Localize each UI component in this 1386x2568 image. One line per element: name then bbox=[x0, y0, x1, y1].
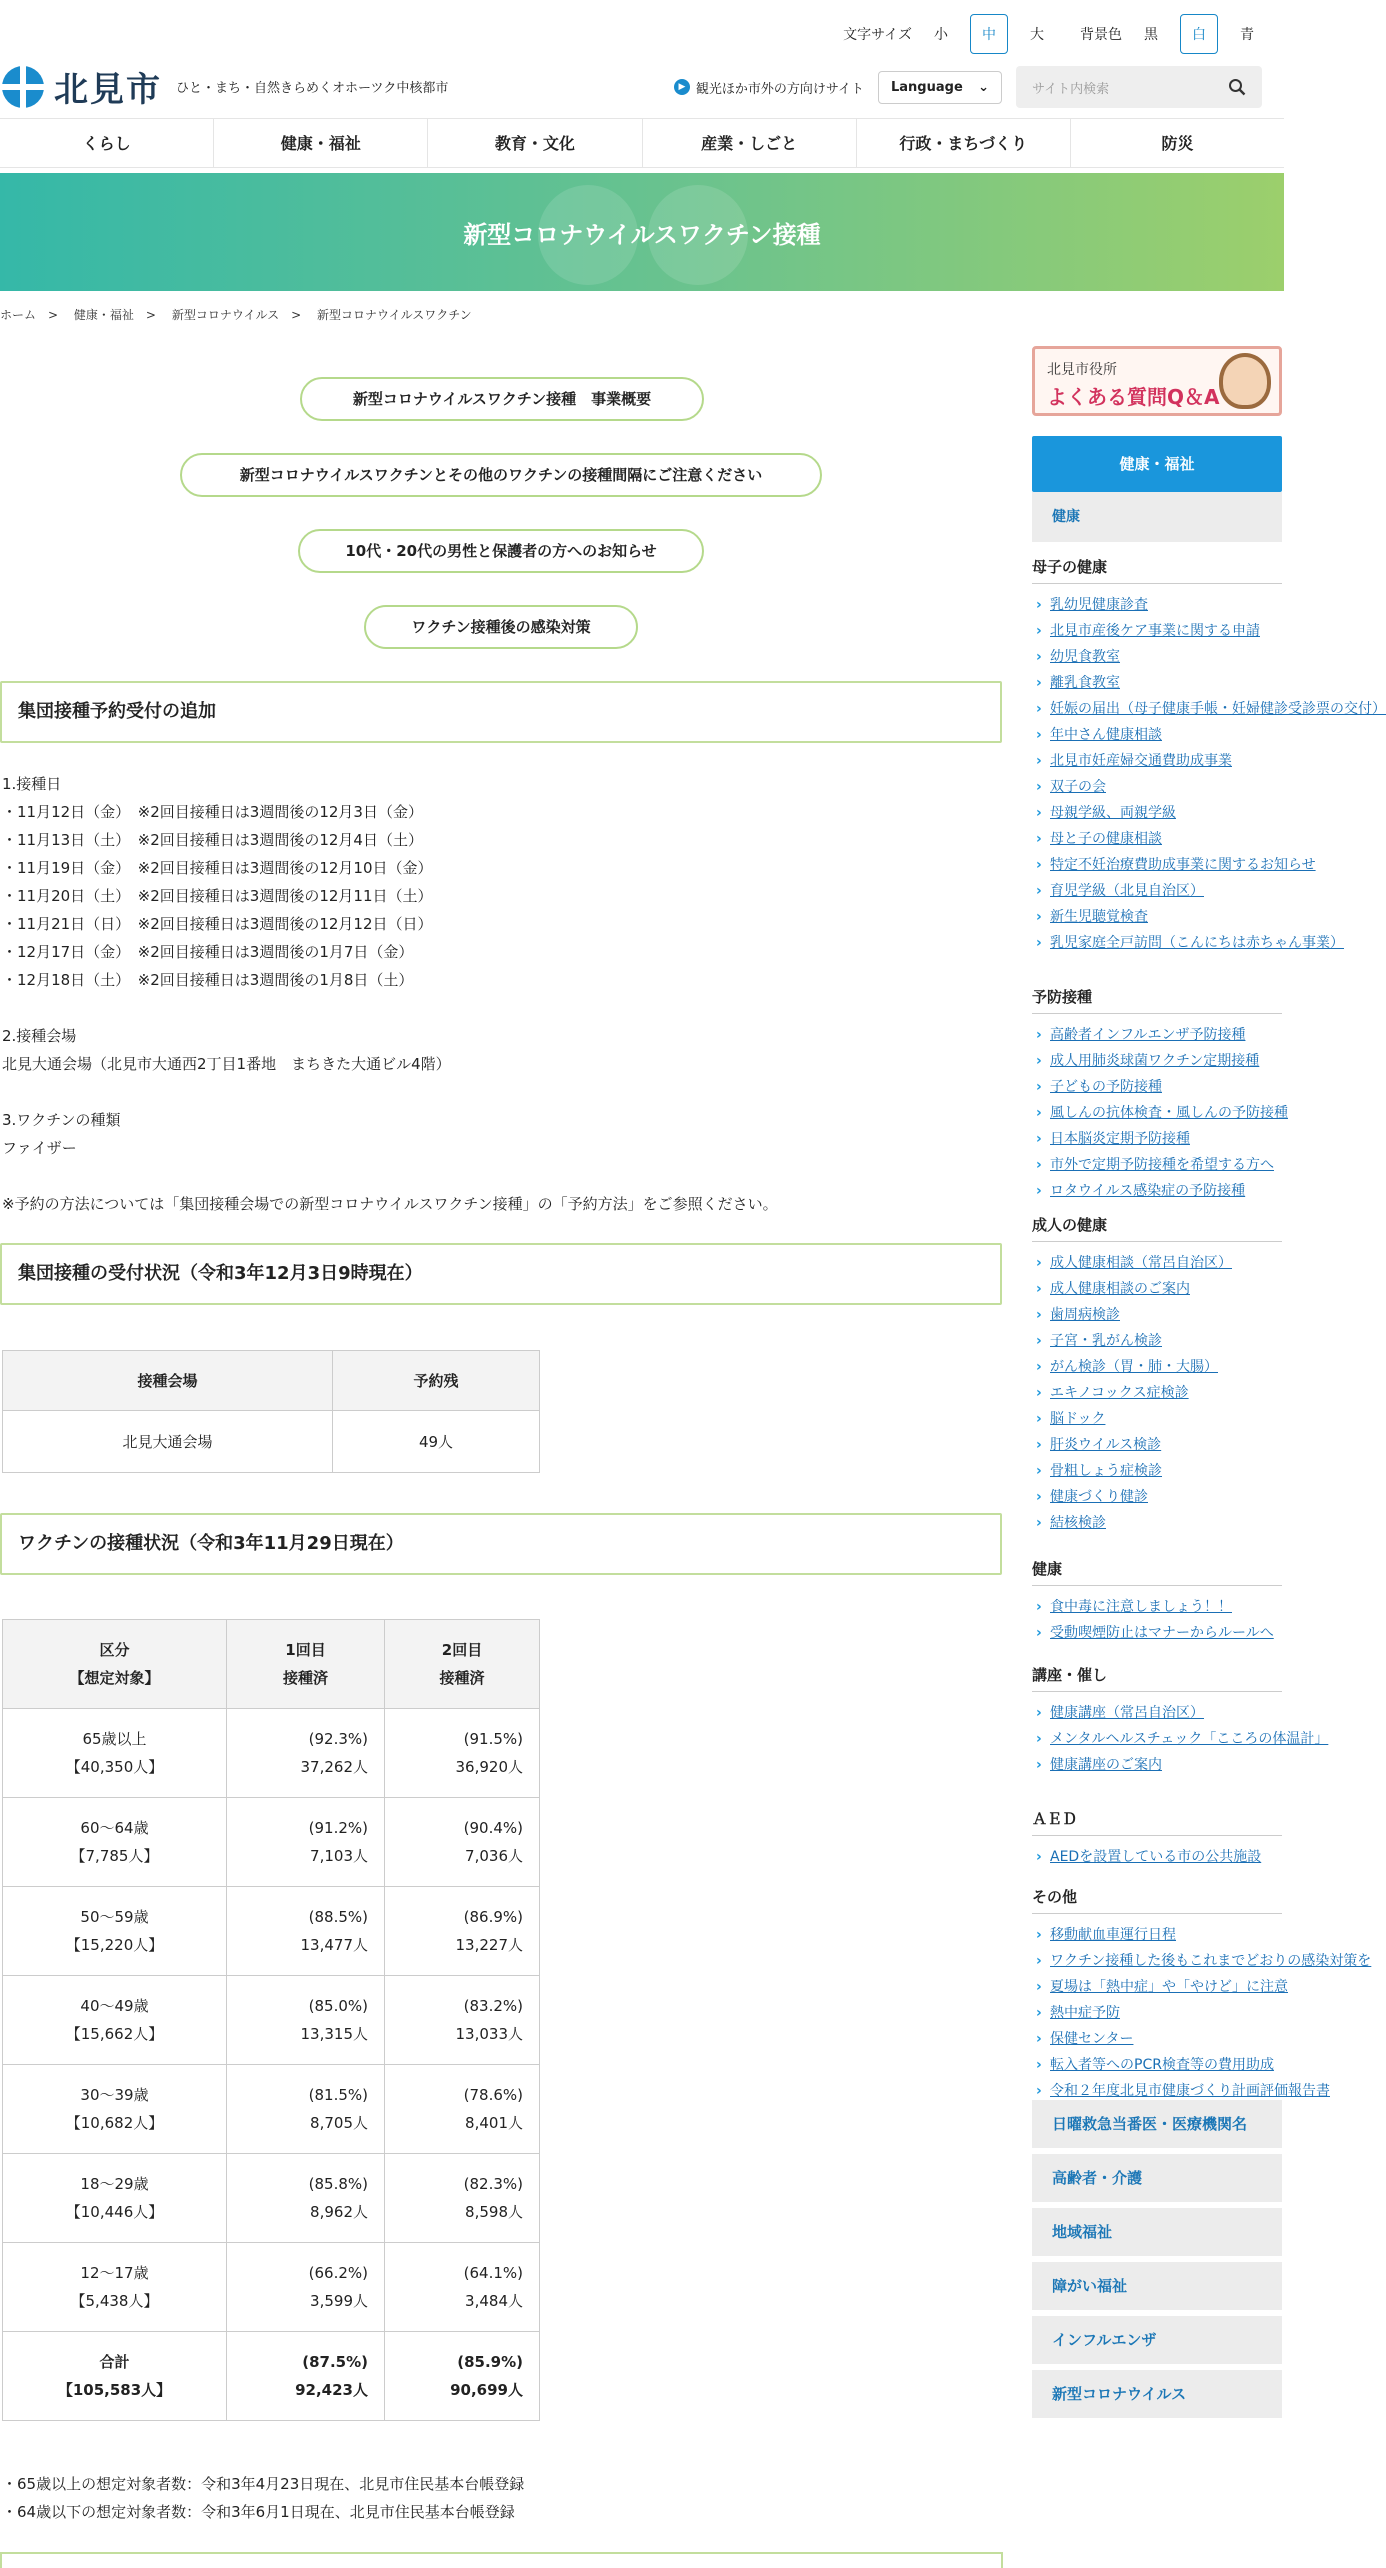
global-nav bbox=[0, 118, 1284, 168]
link-button-infection-control[interactable]: ワクチン接種後の感染対策 bbox=[364, 605, 638, 649]
sidebar-group-title: 講座・催し bbox=[1032, 1664, 1282, 1692]
target-count: 【40,350人】 bbox=[65, 1758, 164, 1776]
first-dose-pct: (88.5%) bbox=[308, 1908, 368, 1926]
sidebar-group-title: その他 bbox=[1032, 1886, 1282, 1914]
sidebar-link[interactable]: › 健康づくり健診 bbox=[1032, 1484, 1282, 1510]
display-settings bbox=[843, 14, 1266, 54]
site-tagline: ひと・まち・自然きらめくオホーツク中核都市 bbox=[176, 81, 449, 96]
breadcrumb-home[interactable]: ホーム bbox=[0, 308, 37, 322]
bg-white-button[interactable]: 白 bbox=[1180, 14, 1218, 54]
second-dose-pct: (91.5%) bbox=[463, 1730, 523, 1748]
table-header-row bbox=[3, 1351, 540, 1411]
total-category bbox=[3, 2332, 227, 2421]
sidebar-link[interactable]: › 子宮・乳がん検診 bbox=[1032, 1328, 1282, 1354]
col-first-label: 1回目 bbox=[285, 1641, 326, 1659]
tourism-link[interactable] bbox=[674, 78, 864, 97]
sidebar-link[interactable]: › 健康講座のご案内 bbox=[1032, 1752, 1282, 1778]
section-heading-status: 集団接種の受付状況（令和3年12月3日9時現在） bbox=[0, 1243, 1002, 1305]
second-dose-count: 13,227人 bbox=[455, 1936, 523, 1954]
vaccination-table bbox=[2, 1619, 540, 2421]
sidebar-subcategory-health[interactable]: 健康 bbox=[1032, 492, 1282, 542]
faq-banner-small: 北見市役所 bbox=[1047, 362, 1117, 378]
sidebar-link[interactable]: › 令和２年度北見市健康づくり計画評価報告書 bbox=[1032, 2078, 1282, 2104]
category-cell bbox=[3, 2154, 227, 2243]
venue-cell: 北見大通会場 bbox=[3, 1411, 333, 1473]
second-dose-pct: (90.4%) bbox=[463, 1819, 523, 1837]
date-line: ・12月17日（金） ※2回目接種日は3週間後の1月7日（金） bbox=[2, 943, 414, 961]
table-row bbox=[3, 1411, 540, 1473]
col-first-dose bbox=[227, 1620, 385, 1709]
sidebar-link[interactable]: › 育児学級（北見自治区） bbox=[1032, 878, 1282, 904]
sidebar-group-title: ＡＥＤ bbox=[1032, 1808, 1282, 1836]
second-dose-cell bbox=[385, 2154, 540, 2243]
first-dose-pct: (85.8%) bbox=[308, 2175, 368, 2193]
first-dose-cell bbox=[227, 1976, 385, 2065]
sidebar-category-health-welfare[interactable]: 健康・福祉 bbox=[1032, 436, 1282, 492]
sidebar-link[interactable]: › 北見市産後ケア事業に関する申請 bbox=[1032, 618, 1282, 644]
sidebar-link[interactable]: › 日本脳炎定期予防接種 bbox=[1032, 1126, 1282, 1152]
total-second-pct: (85.9%) bbox=[457, 2353, 523, 2371]
second-dose-pct: (64.1%) bbox=[463, 2264, 523, 2282]
nav-item-education-culture[interactable]: 教育・文化 bbox=[428, 119, 642, 167]
sidebar-link[interactable]: › 移動献血車運行日程 bbox=[1032, 1922, 1282, 1948]
sidebar-link[interactable]: › 成人健康相談（常呂自治区） bbox=[1032, 1250, 1282, 1276]
second-dose-count: 3,484人 bbox=[465, 2292, 523, 2310]
col-second-sub: 接種済 bbox=[439, 1669, 485, 1687]
first-dose-cell bbox=[227, 1887, 385, 1976]
second-dose-count: 8,598人 bbox=[465, 2203, 523, 2221]
age-group: 30～39歳 bbox=[80, 2086, 149, 2104]
first-dose-count: 8,962人 bbox=[310, 2203, 368, 2221]
age-group: 50～59歳 bbox=[80, 1908, 149, 1926]
sidebar-link[interactable]: › 転入者等へのPCR検査等の費用助成 bbox=[1032, 2052, 1282, 2078]
second-dose-cell bbox=[385, 2243, 540, 2332]
sidebar-link[interactable]: › 風しんの抗体検査・風しんの予防接種 bbox=[1032, 1100, 1282, 1126]
sidebar-link[interactable]: › 夏場は「熱中症」や「やけど」に注意 bbox=[1032, 1974, 1282, 2000]
sidebar-nav-button[interactable]: 日曜救急当番医・医療機関名 bbox=[1032, 2100, 1282, 2148]
sidebar-link[interactable]: › AEDを設置している市の公共施設 bbox=[1032, 1844, 1282, 1870]
footnote: ・65歳以上の想定対象者数：令和3年4月23日現在、北見市住民基本台帳登録 bbox=[2, 2475, 525, 2493]
breadcrumb-health[interactable]: 健康・福祉 bbox=[73, 308, 134, 322]
date-line: ・11月12日（金） ※2回目接種日は3週間後の12月3日（金） bbox=[2, 803, 423, 821]
language-label: Language bbox=[891, 79, 963, 95]
sidebar-link[interactable]: › 脳ドック bbox=[1032, 1406, 1282, 1432]
age-group: 40～49歳 bbox=[80, 1997, 149, 2015]
nav-item-health-welfare[interactable]: 健康・福祉 bbox=[214, 119, 428, 167]
sidebar-nav-button[interactable]: 地域福祉 bbox=[1032, 2208, 1282, 2256]
total-target: 【105,583人】 bbox=[57, 2381, 172, 2399]
bg-blue-button[interactable]: 青 bbox=[1240, 27, 1254, 43]
breadcrumb-separator: > bbox=[48, 308, 59, 322]
nav-item-industry-work[interactable]: 産業・しごと bbox=[643, 119, 857, 167]
total-label: 合計 bbox=[99, 2353, 130, 2371]
category-cell bbox=[3, 2065, 227, 2154]
target-count: 【5,438人】 bbox=[70, 2292, 159, 2310]
col-remaining: 予約残 bbox=[333, 1351, 540, 1411]
tourism-link-label: 観光ほか市外の方向けサイト bbox=[695, 81, 864, 97]
site-logo[interactable] bbox=[2, 62, 448, 111]
city-emblem-icon bbox=[2, 66, 44, 108]
vaccine-title: 3.ワクチンの種類 bbox=[2, 1111, 121, 1129]
vaccine-text: ファイザー bbox=[2, 1139, 77, 1157]
sidebar-group-title: 健康 bbox=[1032, 1558, 1282, 1586]
breadcrumb-corona[interactable]: 新型コロナウイルス bbox=[171, 308, 280, 322]
sidebar-link[interactable]: › ワクチン接種した後もこれまでどおりの感染対策を bbox=[1032, 1948, 1282, 1974]
sidebar-link[interactable]: › 成人用肺炎球菌ワクチン定期接種 bbox=[1032, 1048, 1282, 1074]
header-tools bbox=[674, 66, 1262, 108]
language-select[interactable] bbox=[878, 71, 1002, 104]
total-second-count: 90,699人 bbox=[450, 2381, 523, 2399]
age-group: 65歳以上 bbox=[82, 1730, 147, 1748]
sidebar-link[interactable]: › 子どもの予防接種 bbox=[1032, 1074, 1282, 1100]
venue-title: 2.接種会場 bbox=[2, 1027, 77, 1045]
search-input[interactable] bbox=[1016, 66, 1262, 108]
bg-color-label: 背景色 bbox=[1080, 27, 1122, 43]
footnote: ・64歳以下の想定対象者数：令和3年6月1日現在、北見市住民基本台帳登録 bbox=[2, 2503, 515, 2521]
second-dose-cell bbox=[385, 2065, 540, 2154]
header-top bbox=[0, 0, 1284, 70]
col-category-label: 区分 bbox=[99, 1641, 130, 1659]
col-category bbox=[3, 1620, 227, 1709]
next-section-box bbox=[0, 2552, 1003, 2568]
sidebar-link[interactable]: › 高齢者インフルエンザ予防接種 bbox=[1032, 1022, 1282, 1048]
venue-text: 北見大通会場（北見市大通西2丁目1番地 まちきた大通ビル4階） bbox=[2, 1055, 451, 1073]
second-dose-pct: (78.6%) bbox=[463, 2086, 523, 2104]
table-row bbox=[3, 2154, 540, 2243]
table-row bbox=[3, 1976, 540, 2065]
staff-illustration-icon bbox=[1219, 353, 1271, 409]
sidebar-link[interactable]: › エキノコックス症検診 bbox=[1032, 1380, 1282, 1406]
font-size-label: 文字サイズ bbox=[843, 27, 912, 43]
date-line: ・11月13日（土） ※2回目接種日は3週間後の12月4日（土） bbox=[2, 831, 423, 849]
table-header-row bbox=[3, 1620, 540, 1709]
total-first-pct: (87.5%) bbox=[302, 2353, 368, 2371]
sidebar-link[interactable]: › 北見市妊産婦交通費助成事業 bbox=[1032, 748, 1282, 774]
second-dose-pct: (83.2%) bbox=[463, 1997, 523, 2015]
nav-item-administration[interactable]: 行政・まちづくり bbox=[857, 119, 1071, 167]
target-count: 【7,785人】 bbox=[70, 1847, 159, 1865]
breadcrumb-separator: > bbox=[145, 308, 156, 322]
target-count: 【15,220人】 bbox=[65, 1936, 164, 1954]
sidebar-link[interactable]: › 乳幼児健康診査 bbox=[1032, 592, 1282, 618]
date-line: ・11月21日（日） ※2回目接種日は3週間後の12月12日（日） bbox=[2, 915, 433, 933]
sidebar-nav-button[interactable]: インフルエンザ bbox=[1032, 2316, 1282, 2364]
sidebar-group bbox=[1032, 1664, 1329, 1778]
sidebar-link[interactable]: › 肝炎ウイルス検診 bbox=[1032, 1432, 1282, 1458]
first-dose-count: 3,599人 bbox=[310, 2292, 368, 2310]
second-dose-cell bbox=[385, 1887, 540, 1976]
table-row bbox=[3, 2065, 540, 2154]
footnotes bbox=[2, 2470, 524, 2526]
link-button-overview[interactable]: 新型コロナウイルスワクチン接種 事業概要 bbox=[300, 377, 704, 421]
table-row bbox=[3, 1887, 540, 1976]
status-table bbox=[2, 1350, 540, 1473]
col-venue: 接種会場 bbox=[3, 1351, 333, 1411]
search-placeholder: サイト内検索 bbox=[1032, 81, 1110, 97]
sidebar-group bbox=[1032, 986, 1288, 1204]
remaining-cell: 49人 bbox=[333, 1411, 540, 1473]
table-row bbox=[3, 1709, 540, 1798]
sidebar-group bbox=[1032, 1808, 1282, 1870]
first-dose-cell bbox=[227, 2243, 385, 2332]
first-dose-cell bbox=[227, 1798, 385, 1887]
category-cell bbox=[3, 1887, 227, 1976]
bg-black-button[interactable]: 黒 bbox=[1144, 27, 1158, 43]
col-second-dose bbox=[385, 1620, 540, 1709]
second-dose-cell bbox=[385, 1709, 540, 1798]
sidebar-nav-button[interactable]: 障がい福祉 bbox=[1032, 2262, 1282, 2310]
breadcrumb bbox=[0, 306, 472, 323]
total-first bbox=[227, 2332, 385, 2421]
col-target-label: 【想定対象】 bbox=[69, 1669, 160, 1687]
sidebar-link[interactable]: › がん検診（胃・肺・大腸） bbox=[1032, 1354, 1282, 1380]
second-dose-pct: (82.3%) bbox=[463, 2175, 523, 2193]
sidebar-nav-button[interactable]: 新型コロナウイルス bbox=[1032, 2370, 1282, 2418]
first-dose-cell bbox=[227, 1709, 385, 1798]
table-row bbox=[3, 2243, 540, 2332]
sidebar-group bbox=[1032, 1558, 1282, 1646]
table-row bbox=[3, 1798, 540, 1887]
sidebar-link[interactable]: › 母親学級、両親学級 bbox=[1032, 800, 1282, 826]
sidebar-link[interactable]: › 母と子の健康相談 bbox=[1032, 826, 1282, 852]
target-count: 【10,446人】 bbox=[65, 2203, 164, 2221]
sidebar-link[interactable]: › 受動喫煙防止はマナーからルールへ bbox=[1032, 1620, 1282, 1646]
first-dose-pct: (81.5%) bbox=[308, 2086, 368, 2104]
section-heading-vaccination-status: ワクチンの接種状況（令和3年11月29日現在） bbox=[0, 1513, 1002, 1575]
age-group: 12～17歳 bbox=[80, 2264, 149, 2282]
col-first-sub: 接種済 bbox=[282, 1669, 328, 1687]
category-cell bbox=[3, 1976, 227, 2065]
total-first-count: 92,423人 bbox=[295, 2381, 368, 2399]
sidebar-link[interactable]: › 市外で定期予防接種を希望する方へ bbox=[1032, 1152, 1282, 1178]
category-cell bbox=[3, 1709, 227, 1798]
sidebar-link[interactable]: › 食中毒に注意しましょう！！ bbox=[1032, 1594, 1282, 1620]
nav-item-disaster[interactable]: 防災 bbox=[1161, 134, 1194, 153]
faq-banner[interactable] bbox=[1032, 346, 1282, 416]
breadcrumb-separator: > bbox=[291, 308, 302, 322]
sidebar-group-title: 母子の健康 bbox=[1032, 556, 1282, 584]
second-dose-count: 36,920人 bbox=[455, 1758, 523, 1776]
first-dose-count: 7,103人 bbox=[310, 1847, 368, 1865]
first-dose-pct: (91.2%) bbox=[308, 1819, 368, 1837]
second-dose-cell bbox=[385, 1798, 540, 1887]
first-dose-pct: (92.3%) bbox=[308, 1730, 368, 1748]
sidebar-group bbox=[1032, 1214, 1282, 1536]
sidebar-link[interactable]: › 健康講座（常呂自治区） bbox=[1032, 1700, 1282, 1726]
sidebar-link[interactable]: › 離乳食教室 bbox=[1032, 670, 1282, 696]
first-dose-count: 13,315人 bbox=[300, 2025, 368, 2043]
sidebar-link[interactable]: › 特定不妊治療費助成事業に関するお知らせ bbox=[1032, 852, 1282, 878]
table-total-row bbox=[3, 2332, 540, 2421]
dates-title: 1.接種日 bbox=[2, 775, 62, 793]
sidebar-link[interactable]: › 歯周病検診 bbox=[1032, 1302, 1282, 1328]
total-second bbox=[385, 2332, 540, 2421]
sidebar-link[interactable]: › 骨粗しょう症検診 bbox=[1032, 1458, 1282, 1484]
reservation-info bbox=[2, 770, 778, 1218]
sidebar-group-title: 予防接種 bbox=[1032, 986, 1282, 1014]
first-dose-pct: (85.0%) bbox=[308, 1997, 368, 2015]
sidebar-link[interactable]: › 熱中症予防 bbox=[1032, 2000, 1282, 2026]
date-line: ・11月19日（金） ※2回目接種日は3週間後の12月10日（金） bbox=[2, 859, 433, 877]
category-cell bbox=[3, 1798, 227, 1887]
nav-item-kurashi[interactable]: くらし bbox=[0, 119, 214, 167]
age-group: 18～29歳 bbox=[80, 2175, 149, 2193]
second-dose-cell bbox=[385, 1976, 540, 2065]
sidebar-link[interactable]: › 結核検診 bbox=[1032, 1510, 1282, 1536]
page-title: 新型コロナウイルスワクチン接種 bbox=[463, 220, 821, 249]
sidebar-group bbox=[1032, 556, 1386, 956]
first-dose-cell bbox=[227, 2065, 385, 2154]
faq-banner-title: よくある質問Q＆A bbox=[1047, 385, 1220, 409]
search-icon[interactable] bbox=[1228, 78, 1246, 96]
target-count: 【15,662人】 bbox=[65, 2025, 164, 2043]
arrow-right-icon: ▶ bbox=[674, 79, 690, 95]
link-button-interval[interactable]: 新型コロナウイルスワクチンとその他のワクチンの接種間隔にご注意ください bbox=[180, 453, 822, 497]
sidebar-link[interactable]: › 成人健康相談のご案内 bbox=[1032, 1276, 1282, 1302]
age-group: 60～64歳 bbox=[80, 1819, 149, 1837]
sidebar-link[interactable]: › 保健センター bbox=[1032, 2026, 1282, 2052]
second-dose-count: 8,401人 bbox=[465, 2114, 523, 2132]
sidebar-link[interactable]: › ロタウイルス感染症の予防接種 bbox=[1032, 1178, 1282, 1204]
sidebar-link[interactable]: › 妊娠の届出（母子健康手帳・妊婦健診受診票の交付） bbox=[1032, 696, 1282, 722]
col-second-label: 2回目 bbox=[441, 1641, 483, 1659]
font-size-small-button[interactable]: 小 bbox=[934, 27, 948, 43]
first-dose-count: 13,477人 bbox=[300, 1936, 368, 1954]
first-dose-count: 37,262人 bbox=[300, 1758, 368, 1776]
sidebar-link[interactable]: › 年中さん健康相談 bbox=[1032, 722, 1282, 748]
sidebar-group-title: 成人の健康 bbox=[1032, 1214, 1282, 1242]
date-line: ・12月18日（土） ※2回目接種日は3週間後の1月8日（土） bbox=[2, 971, 414, 989]
sidebar-link[interactable]: › 新生児聴覚検査 bbox=[1032, 904, 1282, 930]
site-name: 北見市 bbox=[54, 70, 162, 110]
sidebar-link[interactable]: › 乳児家庭全戸訪問（こんにちは赤ちゃん事業） bbox=[1032, 930, 1282, 956]
second-dose-pct: (86.9%) bbox=[463, 1908, 523, 1926]
sidebar-link[interactable]: › メンタルヘルスチェック「こころの体温計」 bbox=[1032, 1726, 1282, 1752]
sidebar-nav-button[interactable]: 高齢者・介護 bbox=[1032, 2154, 1282, 2202]
first-dose-count: 8,705人 bbox=[310, 2114, 368, 2132]
link-button-young-men[interactable]: 10代・20代の男性と保護者の方へのお知らせ bbox=[298, 529, 704, 573]
font-size-medium-button[interactable]: 中 bbox=[970, 14, 1008, 54]
chevron-down-icon: ⌄ bbox=[978, 79, 989, 95]
target-count: 【10,682人】 bbox=[65, 2114, 164, 2132]
reservation-note: ※予約の方法については「集団接種会場での新型コロナウイルスワクチン接種」の「予約方法」をご参照ください。 bbox=[2, 1195, 778, 1213]
sidebar-link[interactable]: › 幼児食教室 bbox=[1032, 644, 1282, 670]
category-cell bbox=[3, 2243, 227, 2332]
page-title-banner bbox=[0, 173, 1284, 291]
font-size-large-button[interactable]: 大 bbox=[1030, 27, 1044, 43]
section-heading-reservation: 集団接種予約受付の追加 bbox=[0, 681, 1002, 743]
sidebar-link[interactable]: › 双子の会 bbox=[1032, 774, 1282, 800]
date-line: ・11月20日（土） ※2回目接種日は3週間後の12月11日（土） bbox=[2, 887, 433, 905]
sidebar-group bbox=[1032, 1886, 1372, 2104]
breadcrumb-current: 新型コロナウイルスワクチン bbox=[316, 308, 472, 322]
second-dose-count: 13,033人 bbox=[455, 2025, 523, 2043]
first-dose-pct: (66.2%) bbox=[308, 2264, 368, 2282]
second-dose-count: 7,036人 bbox=[465, 1847, 523, 1865]
first-dose-cell bbox=[227, 2154, 385, 2243]
